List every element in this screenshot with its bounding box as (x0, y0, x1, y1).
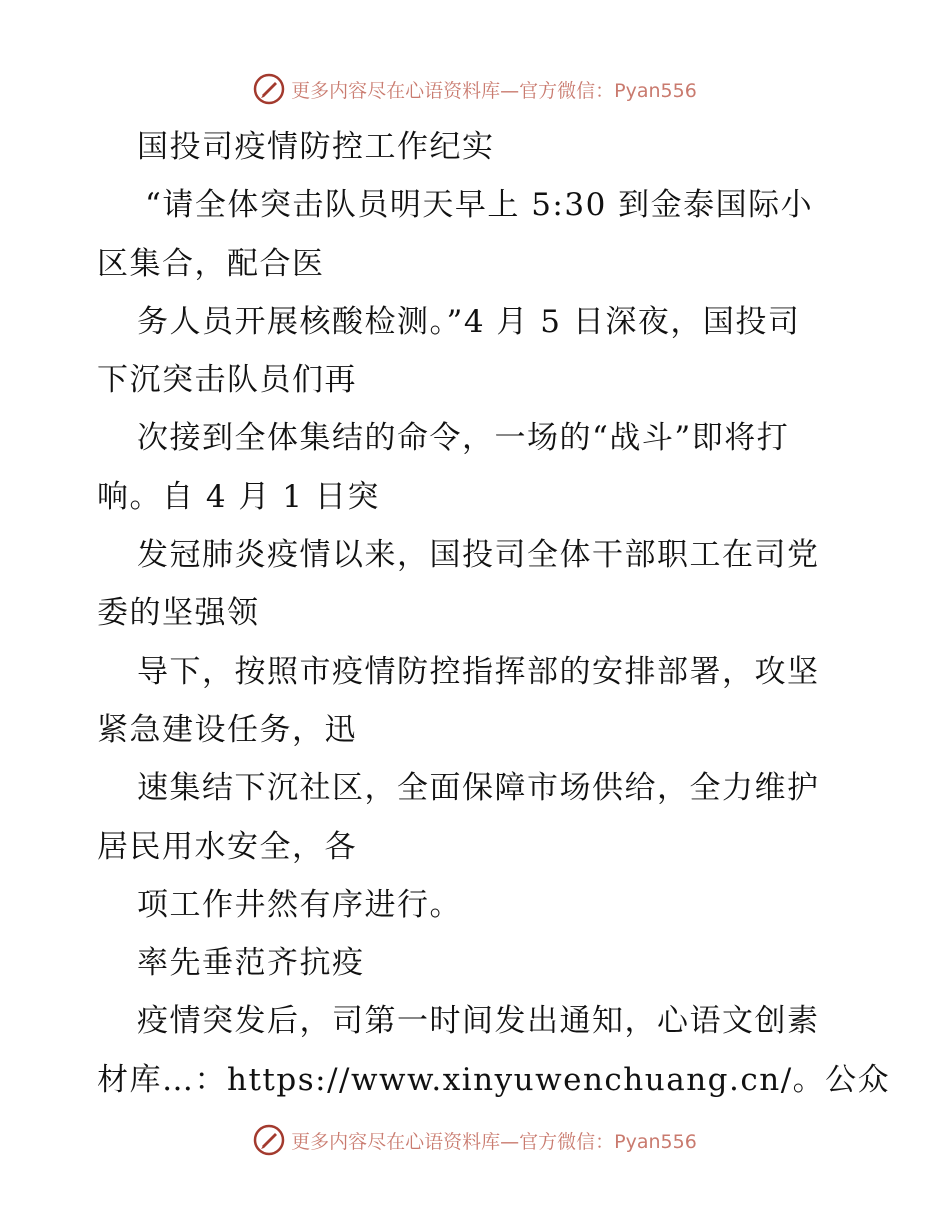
paragraph-line: 区集合，配合医 (97, 245, 325, 282)
paragraph-line: 材库…：https://www.xinyuwenchuang.cn/。公众 (97, 1061, 891, 1098)
paragraph-line: 紧急建设任务，迅 (97, 711, 357, 748)
paragraph-line: 委的坚强领 (97, 595, 260, 632)
paragraph-line: 次接到全体集结的命令，一场的“战斗”即将打 (137, 420, 790, 457)
paragraph-line: 务人员开展核酸检测。”4 月 5 日深夜，国投司 (137, 303, 801, 340)
paragraph-line: 疫情突发后，司第一时间发出通知，心语文创素 (137, 1003, 820, 1040)
paragraph-line: 导下，按照市疫情防控指挥部的安排部署，攻坚 (137, 653, 820, 690)
quill-pen-logo-icon (253, 1124, 285, 1156)
watermark-header (0, 72, 950, 106)
paragraph-line: 发冠肺炎疫情以来，国投司全体干部职工在司党 (137, 537, 820, 574)
watermark-footer (0, 1123, 950, 1157)
paragraph-line: 居民用水安全，各 (97, 828, 357, 865)
document-title: 国投司疫情防控工作纪实 (137, 129, 495, 165)
document-body (97, 118, 891, 1109)
paragraph-line: 响。自 4 月 1 日突 (97, 478, 380, 515)
paragraph-line: “请全体突击队员明天早上 5:30 到金泰国际小 (145, 187, 814, 224)
quill-pen-logo-icon (253, 73, 285, 105)
paragraph-line: 项工作井然有序进行。 (137, 886, 462, 923)
watermark-text: 更多内容尽在心语资料库—官方微信：Pyan556 (291, 79, 697, 102)
section-heading: 率先垂范齐抗疫 (137, 945, 365, 982)
paragraph-line: 速集结下沉社区，全面保障市场供给，全力维护 (137, 770, 820, 807)
paragraph-line: 下沉突击队员们再 (97, 362, 357, 399)
watermark-text: 更多内容尽在心语资料库—官方微信：Pyan556 (291, 1130, 697, 1153)
